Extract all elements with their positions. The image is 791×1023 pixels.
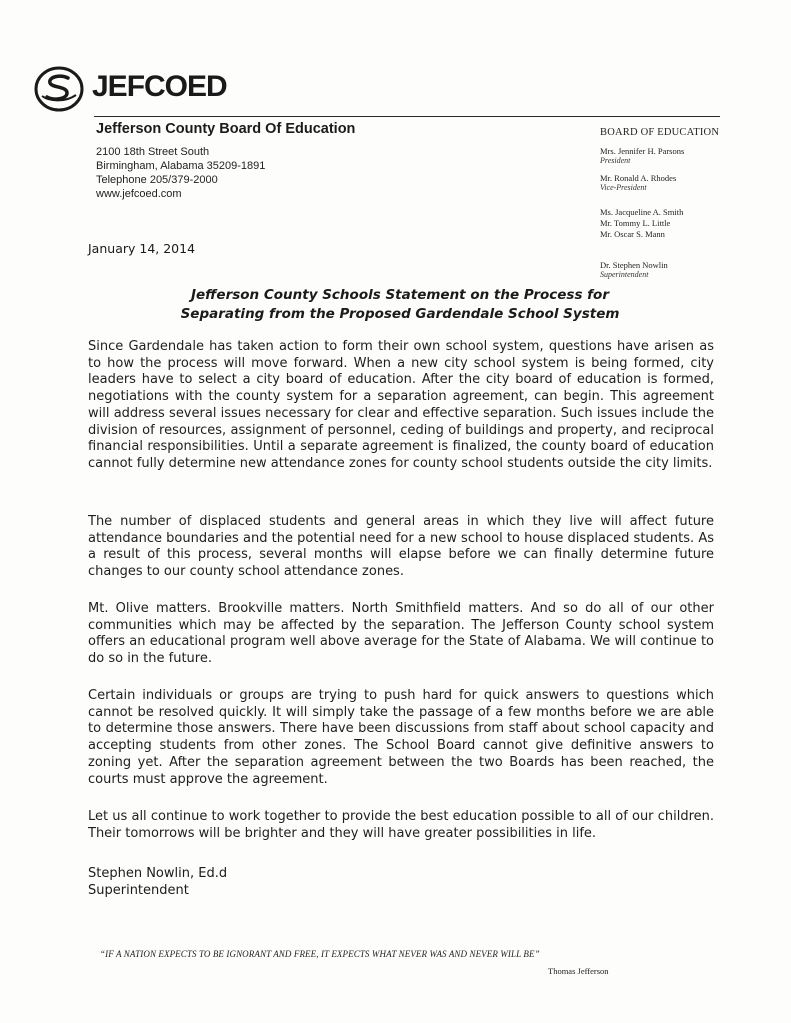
body-paragraph: The number of displaced students and general areas in which they live will affect future attendance boundaries and the potential need for a new school to house displaced students. As a result of this process, several months will elapse before we can finally determine future changes to our county school attendance zones. <box>88 514 714 580</box>
body-paragraph: Certain individuals or groups are trying to push hard for quick answers to questions which cannot be resolved quickly. It will simply take the passage of a few months before we are able to determine those answers. There have been discussions from staff about school capacity and accepting students from other zones. The School Board cannot give definitive answers to zoning yet. After the separation agreement between the two Boards has been reached, the courts must approve the agreement. <box>88 688 714 787</box>
body-paragraph: Since Gardendale has taken action to form their own school system, questions have arisen as to how the process will move forward. When a new city school system is being formed, city leaders have to select a city board of education. After the city board of education is formed, negotiations with the county system for a separation agreement, can begin. This agreement will address several issues necessary for clear and effective separation. Such issues include the division of resources, assignment of personnel, ceding of buildings and property, and reciprocal financial responsibilities. Until a separate agreement is finalized, the county board of education cannot fully determine new attendance zones for county school students outside the city limits. <box>88 339 714 471</box>
board-member-name: Ms. Jacqueline A. Smith <box>600 207 684 217</box>
body-paragraph: Let us all continue to work together to provide the best education possible to all of our children. Their tomorrows will be brighter and they will have greater possibilities in life. <box>88 809 714 841</box>
body-paragraph: Mt. Olive matters. Brookville matters. North Smithfield matters. And so do all of our other communities which may be affected by the separation. The Jefferson County school system offers an educational program well above average for the State of Alabama. We will continue to do so in the future. <box>88 601 714 667</box>
header-divider <box>94 116 720 117</box>
board-member-role: President <box>600 156 631 165</box>
signature-name: Stephen Nowlin, Ed.d <box>88 866 228 881</box>
letter-date: January 14, 2014 <box>88 241 196 256</box>
jefcoed-logo-icon <box>34 66 84 112</box>
address-street: 2100 18th Street South <box>96 146 210 158</box>
signature-title: Superintendent <box>88 883 189 898</box>
address-telephone: Telephone 205/379-2000 <box>96 174 218 186</box>
letter-title-line: Separating from the Proposed Gardendale School System <box>180 306 620 322</box>
board-member-name: Mr. Ronald A. Rhodes <box>600 173 677 183</box>
letter-title <box>150 286 650 324</box>
board-heading: BOARD OF EDUCATION <box>600 127 720 138</box>
address-city: Birmingham, Alabama 35209-1891 <box>96 160 266 172</box>
board-member-role: Vice-President <box>600 183 647 192</box>
footer-quote-author: Thomas Jefferson <box>548 966 609 976</box>
board-member-name: Dr. Stephen Nowlin <box>600 260 668 270</box>
letter-title-line: Jefferson County Schools Statement on the Process for <box>191 287 609 303</box>
board-member-role: Superintendent <box>600 270 649 279</box>
board-member-name: Mr. Tommy L. Little <box>600 218 671 228</box>
address-website: www.jefcoed.com <box>96 188 182 200</box>
board-member-name: Mr. Oscar S. Mann <box>600 229 665 239</box>
logo-wordmark: JEFCOED <box>92 70 227 103</box>
board-member-name: Mrs. Jennifer H. Parsons <box>600 146 685 156</box>
organization-name: Jefferson County Board Of Education <box>96 121 356 137</box>
footer-quote: “IF A NATION EXPECTS TO BE IGNORANT AND FREE, IT EXPECTS WHAT NEVER WAS AND NEVER WILL BE” <box>100 949 540 959</box>
